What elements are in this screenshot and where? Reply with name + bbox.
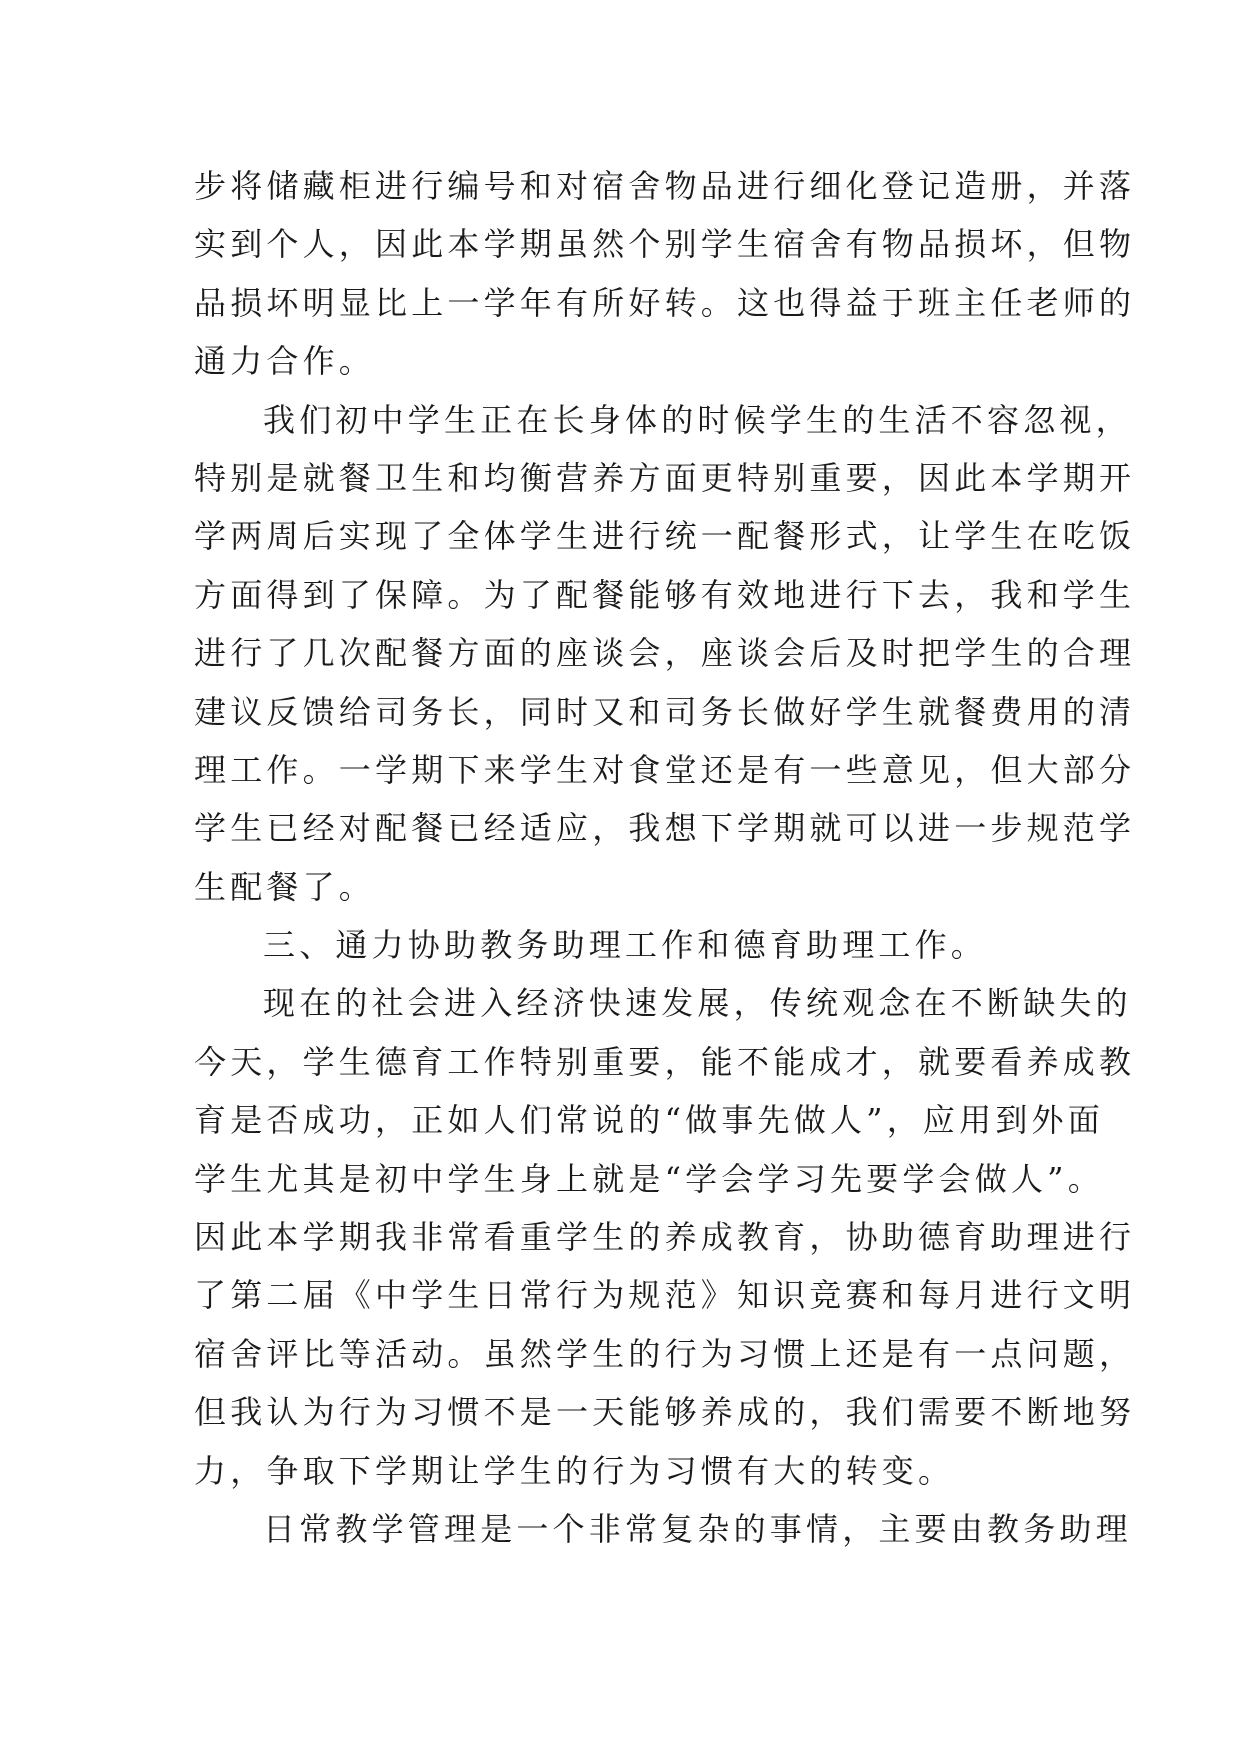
text-line: 通力合作。 [194,342,376,381]
text-line: 了第二届《中学生日常行为规范》知识竞赛和每月进行文明 [194,1276,1136,1315]
text-line: 学生尤其是初中学生身上就是“学会学习先要学会做人”。 [194,1159,1104,1198]
text-line: 育是否成功，正如人们常说的“做事先做人”，应用到外面 [194,1101,1104,1140]
text-line: 生配餐了。 [194,867,376,906]
text-line: 理工作。一学期下来学生对食堂还是有一些意见，但大部分 [194,750,1136,789]
paragraph-start-line: 我们初中学生正在长身体的时候学生的生活不容忽视， [263,400,1132,439]
text-line: 但我认为行为习惯不是一天能够养成的，我们需要不断地努 [194,1393,1136,1432]
text-line: 今天，学生德育工作特别重要，能不能成才，就要看养成教 [194,1042,1136,1081]
section-heading: 三、通力协助教务助理工作和德育助理工作。 [263,926,988,965]
text-line: 因此本学期我非常看重学生的养成教育，协助德育助理进行 [194,1218,1136,1257]
text-line: 力，争取下学期让学生的行为习惯有大的转变。 [194,1451,955,1490]
paragraph-start-line: 现在的社会进入经济快速发展，传统观念在不断缺失的 [263,984,1132,1023]
document-body [194,157,1136,1558]
text-line: 学生已经对配餐已经适应，我想下学期就可以进一步规范学 [194,809,1136,848]
text-line: 步将储藏柜进行编号和对宿舍物品进行细化登记造册，并落 [194,167,1136,205]
text-line: 进行了几次配餐方面的座谈会，座谈会后及时把学生的合理 [194,634,1136,673]
text-line: 实到个人，因此本学期虽然个别学生宿舍有物品损坏，但物 [194,225,1136,264]
text-line: 品损坏明显比上一学年有所好转。这也得益于班主任老师的 [194,283,1136,322]
paragraph-start-line: 日常教学管理是一个非常复杂的事情，主要由教务助理 [263,1509,1132,1548]
text-line: 特别是就餐卫生和均衡营养方面更特别重要，因此本学期开 [194,458,1136,497]
text-line: 宿舍评比等活动。虽然学生的行为习惯上还是有一点问题， [194,1334,1136,1373]
text-line: 方面得到了保障。为了配餐能够有效地进行下去，我和学生 [194,575,1136,614]
text-line: 建议反馈给司务长，同时又和司务长做好学生就餐费用的清 [194,692,1136,731]
text-line: 学两周后实现了全体学生进行统一配餐形式，让学生在吃饭 [194,517,1136,556]
